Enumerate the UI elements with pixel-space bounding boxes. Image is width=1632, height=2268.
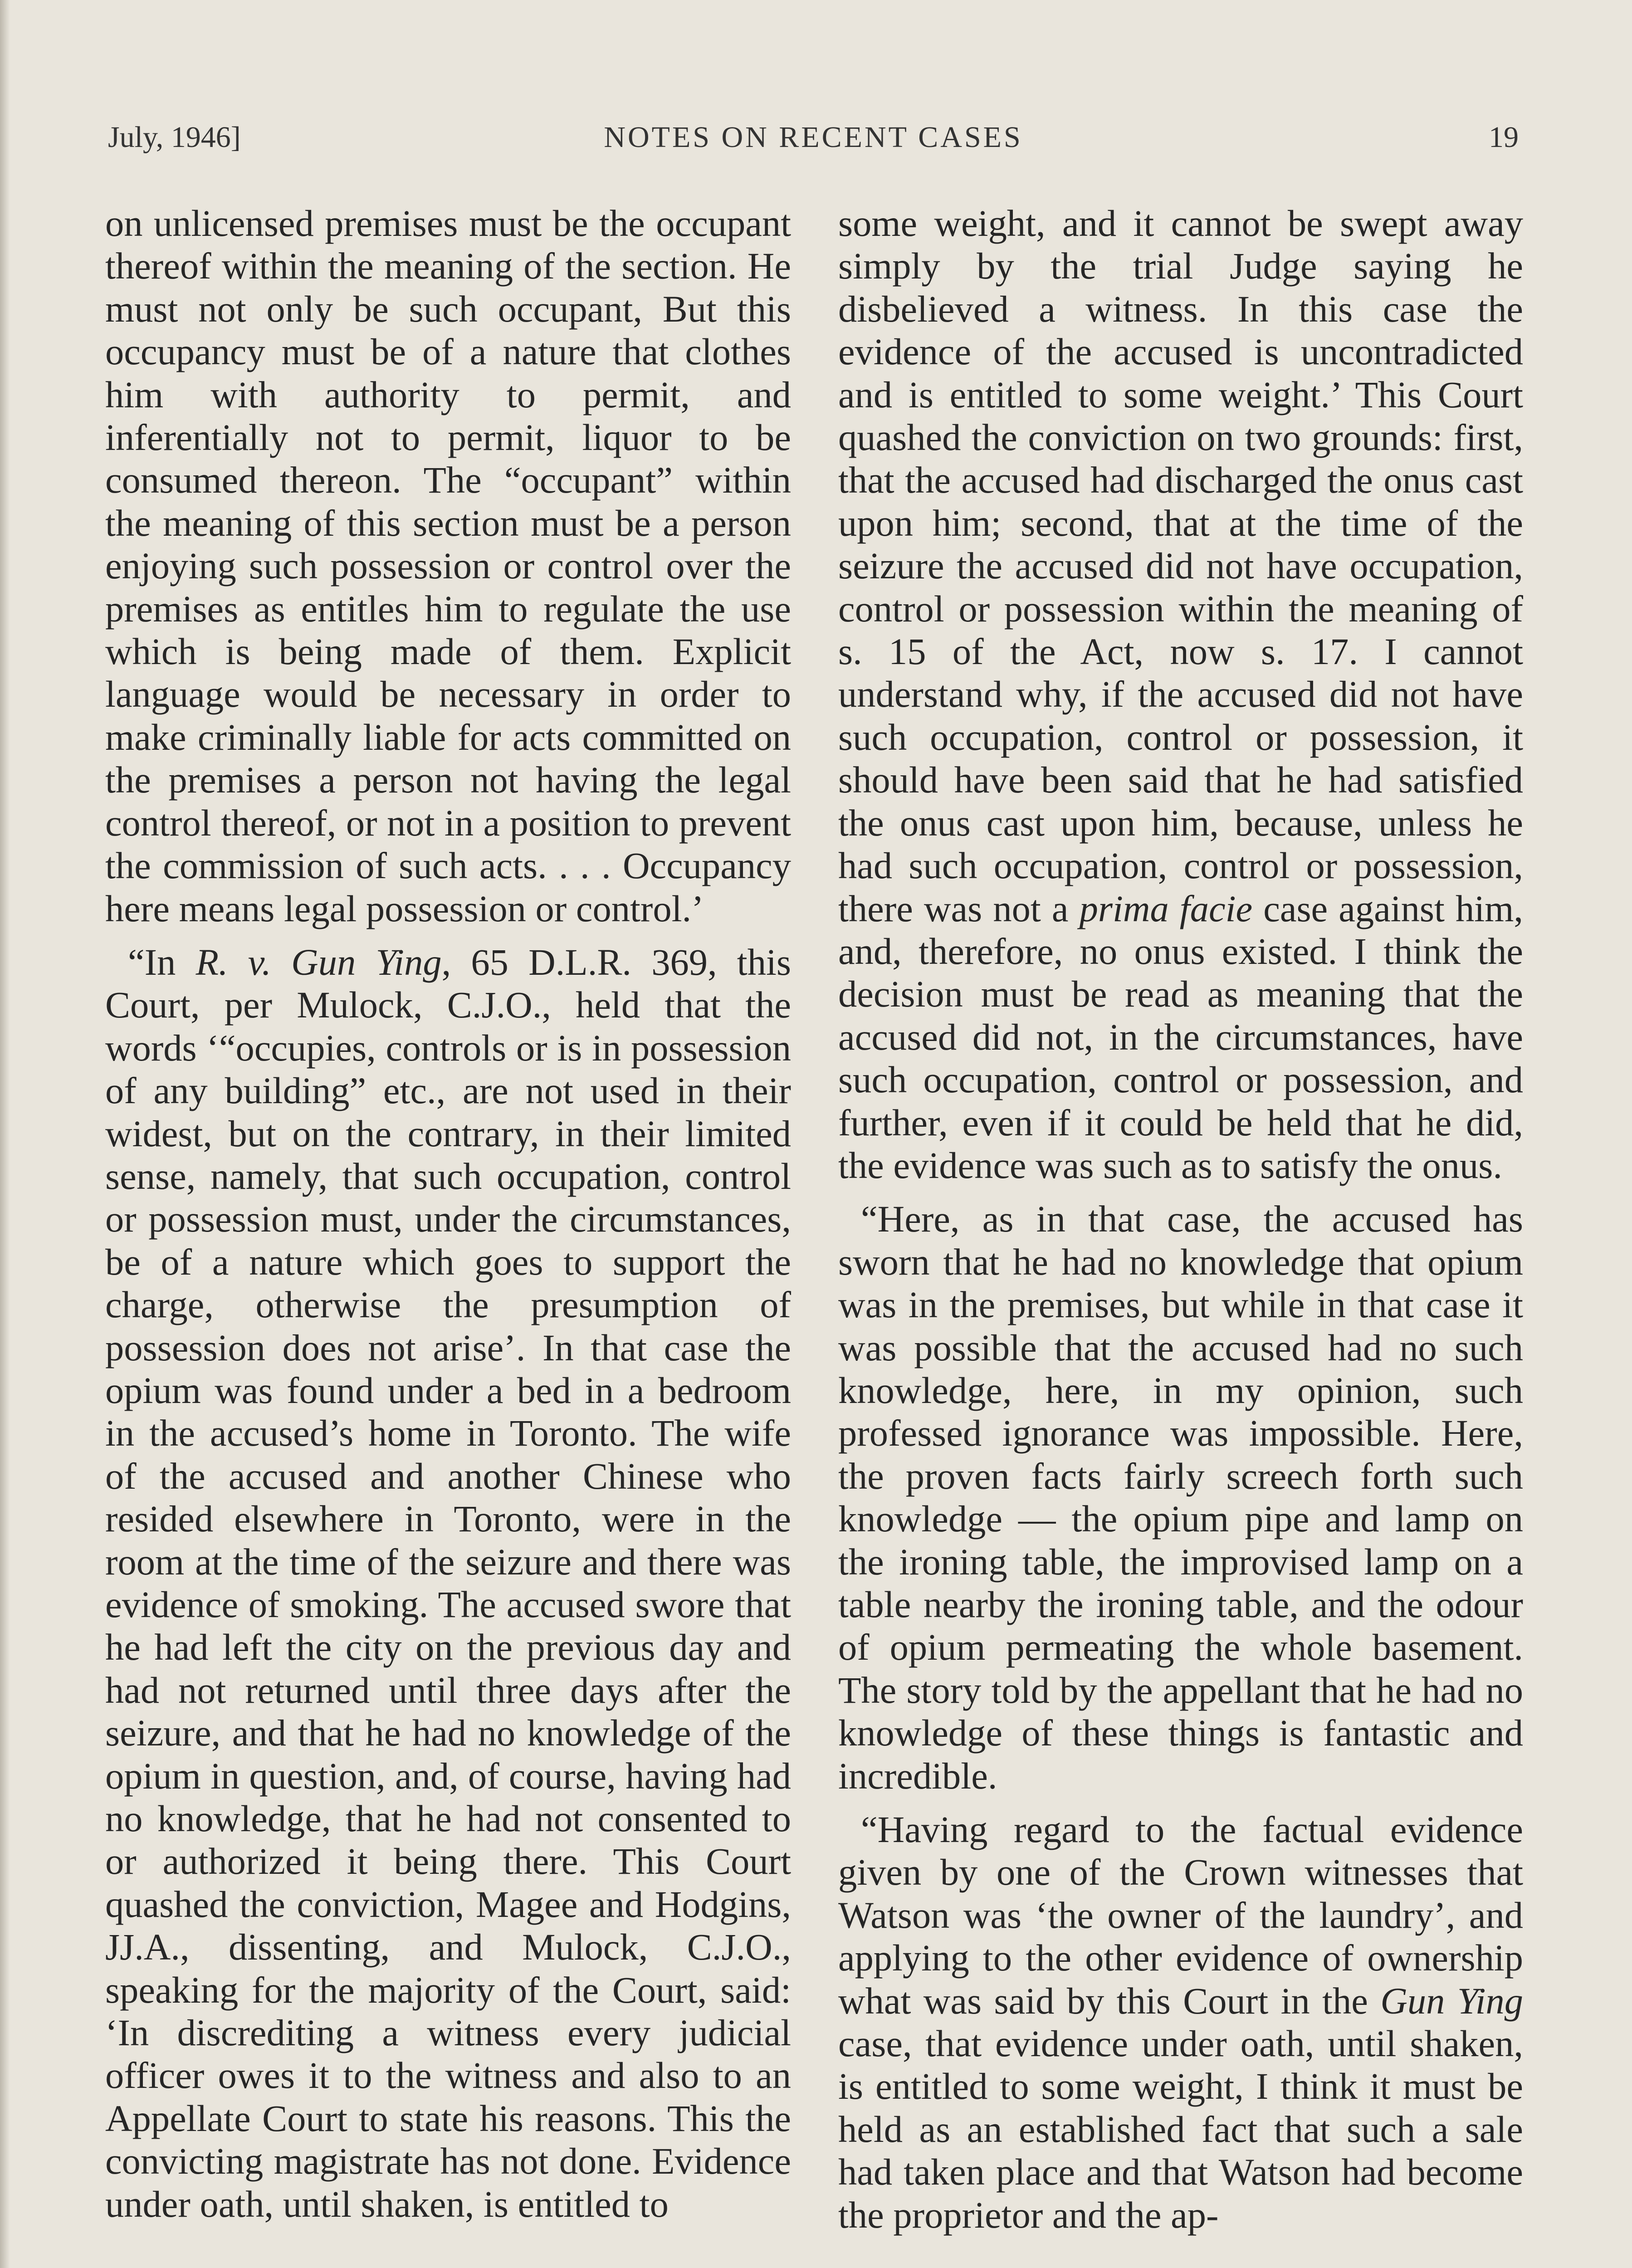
- left-column: [105, 202, 791, 2236]
- right-paragraph-3: [838, 1808, 1523, 2236]
- left-paragraph-2-start: “In: [128, 941, 196, 983]
- page-edge-shadow: [0, 0, 10, 2268]
- prima-facie-italic: prima facie: [1079, 887, 1253, 929]
- right-paragraph-2: “Here, as in that case, the accused has sworn that he had no knowledge that opium was in the premises, but while in that case it was possible that the accused had no such knowledge, here, in my opinion, such professed ignorance was impossible. Here, the proven facts fairly screech forth such knowledge — the opium pipe and lamp on the ironing table, the improvised lamp on a table nearby the ironing table, and the odour of opium permeating the whole basement. The story told by the appellant that he had no knowledge of these things is fantastic and incredible.: [838, 1198, 1523, 1797]
- case-name-gun-ying: R. v. Gun Ying: [195, 941, 442, 983]
- right-paragraph-1: [838, 202, 1523, 1187]
- left-paragraph-2: [105, 941, 791, 2225]
- right-paragraph-3-start: “Having regard to the factual evidence given by one of the Crown witnesses that Watson was ‘the owner of the laundry’, and applying to the other evidence of ownership what was said by this Court in the: [838, 1809, 1523, 2022]
- running-header: [108, 120, 1519, 175]
- left-paragraph-2-rest: , 65 D.L.R. 369, this Court, per Mulock, C.J.O., held that the words ‘“occupies, controls or is in possession of any building” etc., are not used in their widest, but on the contrary, in their limited sense, namely, that such occupation, control or possession must, under the circumstances, be of a nature which goes to support the charge, otherwise the presumption of possession does not arise’. In that case the opium was found under a bed in a bedroom in the accused’s home in Toronto. The wife of the accused and another Chinese who resided elsewhere in Toronto, were in the room at the time of the seizure and there was evidence of smoking. The accused swore that he had left the city on the previous day and had not returned until three days after the seizure, and that he had no knowledge of the opium in question, and, of course, having had no knowledge, that he had not consented to or authorized it being there. This Court quashed the conviction, Magee and Hodgins, JJ.A., dissenting, and Mulock, C.J.O., speaking for the majority of the Court, said: ‘In discrediting a witness every judicial officer owes it to the witness and also to an Appellate Court to state his reasons. This the convicting magistrate has not done. Evidence under oath, until shaken, is entitled to: [105, 941, 792, 2225]
- case-name-gun-ying-2: Gun Ying: [1380, 1980, 1523, 2022]
- right-column: [838, 202, 1523, 2247]
- right-paragraph-1-rest: case against him, and, therefore, no onus existed. I think the decision must be read as meaning that the accused did not, in the circumstances, have such occupation, control or possession, and further, even if it could be held that he did, the evidence was such as to satisfy the onus.: [838, 887, 1524, 1186]
- page-number: 19: [1489, 121, 1519, 154]
- left-paragraph-1: on unlicensed premises must be the occupant thereof within the meaning of the section. He must not only be such occupant, But this occupancy must be of a nature that clothes him with authority to permit, and inferentially not to permit, liquor to be consumed thereon. The “occupant” within the meaning of this section must be a person enjoying such possession or control over the premises as entitles him to regulate the use which is being made of them. Explicit language would be necessary in order to make criminally liable for acts committed on the premises a person not having the legal control thereof, or not in a position to prevent the commission of such acts. . . . Occupancy here means legal possession or control.’: [105, 202, 791, 929]
- right-paragraph-3-rest: case, that evidence under oath, until shaken, is entitled to some weight, I think it must be held as an established fact that such a sale had taken place and that Watson had become the proprietor and the ap-: [838, 2023, 1523, 2236]
- header-title: NOTES ON RECENT CASES: [604, 121, 1023, 154]
- header-date: July, 1946]: [108, 121, 241, 154]
- right-paragraph-1-start: some weight, and it cannot be swept away simply by the trial Judge saying he disbelieved a witness. In this case the evidence of the accused is uncontradicted and is entitled to some weight.’ This Court quashed the conviction on two grounds: first, that the accused had discharged the onus cast upon him; second, that at the time of the seizure the accused did not have occupation, control or possession within the meaning of s. 15 of the Act, now s. 17. I cannot understand why, if the accused did not have such occupation, control or possession, it should have been said that he had satisfied the onus cast upon him, because, unless he had such occupation, control or possession, there was not a: [838, 202, 1523, 929]
